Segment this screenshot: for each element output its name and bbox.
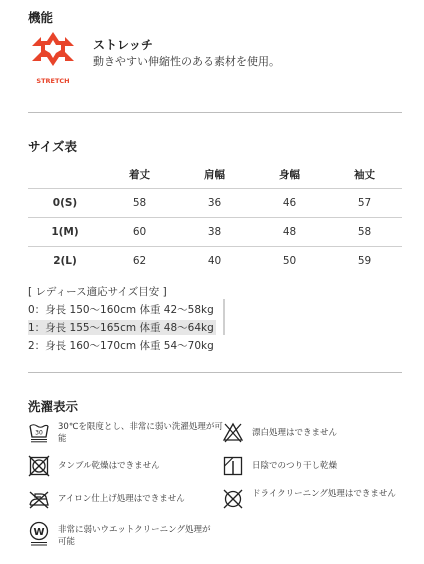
care-label: タンブル乾燥はできません [58,461,160,471]
no-tumble-dry-icon [28,455,50,477]
divider [28,112,402,113]
size-table [28,160,402,275]
feature-name: ストレッチ [93,38,153,52]
table-row [28,247,402,276]
table-cell: 57 [327,189,402,218]
table-row [28,189,402,218]
stretch-icon-label: STRETCH [36,77,70,85]
table-cell: 38 [177,218,252,247]
size-table-header: 袖丈 [327,160,402,189]
care-label: 漂白処理はできません [252,428,338,438]
table-cell: 40 [207,255,222,267]
size-table-header: 身幅 [252,160,327,189]
care-title: 洗濯表示 [28,399,79,414]
table-cell: 60 [102,218,177,247]
no-iron-icon [28,488,50,510]
table-cell: 48 [252,218,327,247]
size-table-header: 肩幅 [177,160,252,189]
table-cell: 50 [282,255,297,267]
size-table-corner [28,160,102,189]
size-guide-line: 2：身長 160～170cm 体重 54～70kg [28,340,214,352]
size-label: 2(L) [53,255,77,267]
wet-clean-gentle-icon [28,521,50,547]
size-guide-heading: [ レディース適応サイズ目安 ] [28,286,167,298]
care-label: 30℃を限度とし、非常に弱い洗濯処理が可能 [58,422,223,444]
care-label: ドライクリーニング処理はできません [252,489,396,499]
table-cell: 59 [357,255,372,267]
care-label: 非常に弱いウエットクリーニング処理が可能 [58,525,211,547]
size-table-header-row [28,160,402,189]
divider [28,372,402,373]
care-label: 日陰でのつり干し乾燥 [252,461,338,471]
wash-30-gentle-icon [28,421,50,443]
size-guide-line: 1：身長 155～165cm 体重 48～64kg [28,322,214,334]
size-label: 0(S) [28,189,102,218]
table-cell: 58 [102,189,177,218]
stretch-icon [28,28,78,90]
no-dry-clean-icon [222,488,244,510]
size-chart-title: サイズ表 [28,139,78,154]
size-label: 1(M) [28,218,102,247]
scroll-marker [223,299,225,335]
table-cell: 46 [252,189,327,218]
table-cell: 36 [177,189,252,218]
size-guide-line: 0：身長 150～160cm 体重 42～58kg [28,304,214,316]
feature-description: 動きやすい伸縮性のある素材を使用。 [93,55,280,68]
no-bleach-icon [222,421,244,443]
function-title: 機能 [28,10,54,25]
size-table-header: 着丈 [102,160,177,189]
svg-text:30: 30 [35,429,43,437]
table-cell: 62 [132,255,147,267]
svg-text:W: W [33,527,45,538]
table-row [28,218,402,247]
care-label: アイロン仕上げ処理はできません [58,494,185,504]
line-dry-shade-icon [222,455,244,477]
table-cell: 58 [327,218,402,247]
